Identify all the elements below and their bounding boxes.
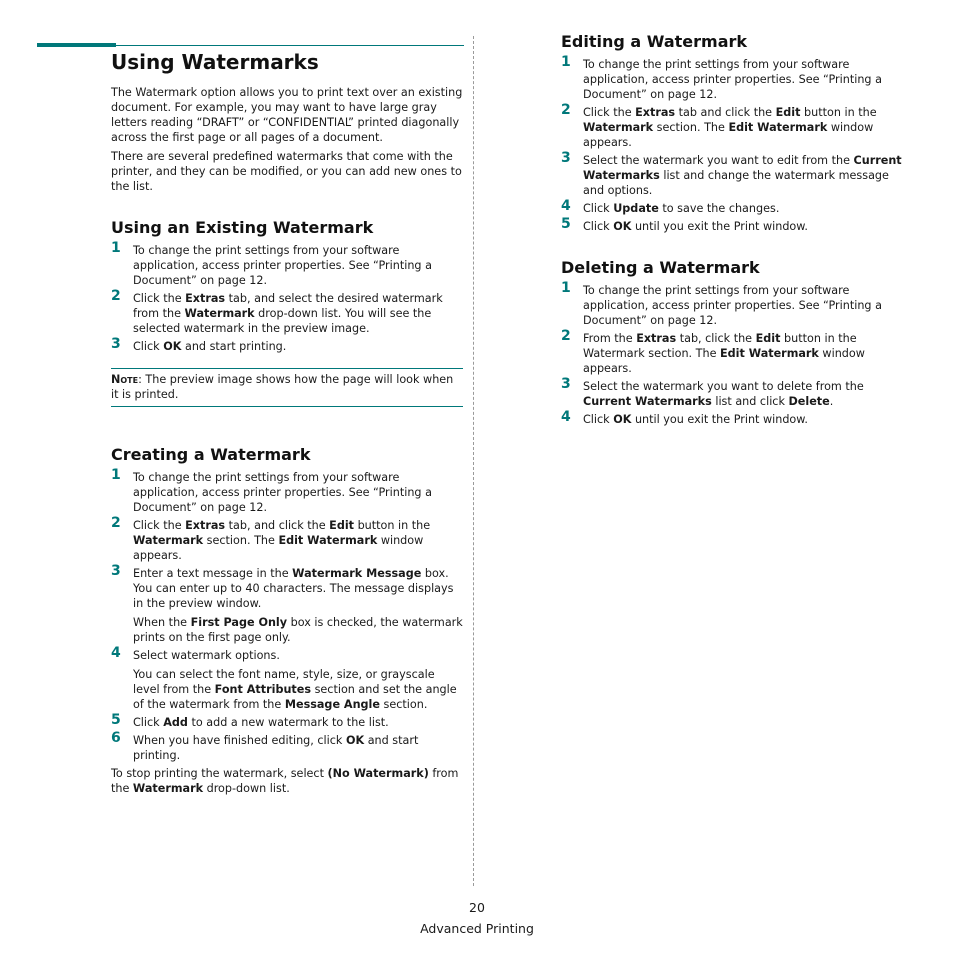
- note-box: [111, 368, 463, 407]
- editing-step-5: [561, 216, 913, 234]
- existing-step-3: [111, 336, 463, 354]
- editing-step-3: [561, 150, 913, 198]
- editing-step-1: [561, 54, 913, 102]
- step-subtext: When the First Page Only box is checked, the watermark prints on the first page only.: [133, 616, 463, 644]
- creating-step-1: [111, 467, 463, 515]
- page-number: 20: [469, 900, 485, 915]
- step-number: 2: [111, 515, 121, 531]
- creating-step-4: [111, 645, 463, 712]
- step-number: 3: [561, 150, 571, 166]
- left-column: [111, 50, 463, 800]
- section-heading-creating: Creating a Watermark: [111, 445, 311, 464]
- creating-step-3: [111, 563, 463, 645]
- step-number: 1: [111, 467, 121, 483]
- stop-watermark-paragraph: To stop printing the watermark, select (No Watermark) from the Watermark drop-down list.: [111, 767, 459, 795]
- step-text: From the Extras tab, click the Edit button in the Watermark section. The Edit Watermark window appears.: [583, 332, 865, 375]
- header-rule-thin: [116, 45, 464, 46]
- step-text: When you have finished editing, click OK and start printing.: [133, 734, 419, 762]
- editing-step-4: [561, 198, 913, 216]
- section-heading-deleting: Deleting a Watermark: [561, 258, 760, 277]
- step-text: Enter a text message in the Watermark Message box. You can enter up to 40 characters. The message displays in the preview window.: [133, 567, 454, 610]
- step-number: 4: [561, 198, 571, 214]
- intro-paragraph-2: There are several predefined watermarks that come with the printer, and they can be modified, or you can add new ones to the list.: [111, 150, 462, 193]
- existing-step-1: [111, 240, 463, 288]
- step-subtext: You can select the font name, style, size, or grayscale level from the Font Attributes section and set the angle of the watermark from the Message Angle section.: [133, 668, 457, 711]
- step-text: To change the print settings from your software application, access printer properties. See “Printing a Document” on page 12.: [133, 471, 432, 514]
- step-number: 1: [111, 240, 121, 256]
- step-text: Select the watermark you want to edit from the Current Watermarks list and change the watermark message and options.: [583, 154, 902, 197]
- step-text: Click the Extras tab and click the Edit button in the Watermark section. The Edit Watermark window appears.: [583, 106, 877, 149]
- section-heading-editing: Editing a Watermark: [561, 32, 748, 51]
- creating-step-6: [111, 730, 463, 763]
- step-text: To change the print settings from your software application, access printer properties. See “Printing a Document” on page 12.: [133, 244, 432, 287]
- section-heading-existing: Using an Existing Watermark: [111, 218, 374, 237]
- step-text: Click Update to save the changes.: [583, 202, 780, 215]
- deleting-step-3: [561, 376, 913, 409]
- deleting-step-2: [561, 328, 913, 376]
- step-number: 5: [561, 216, 571, 232]
- step-number: 5: [111, 712, 121, 728]
- page-title: Using Watermarks: [111, 50, 319, 74]
- step-number: 1: [561, 54, 571, 70]
- creating-step-2: [111, 515, 463, 563]
- intro-paragraph-1: The Watermark option allows you to print text over an existing document. For example, you may want to have large gray letters reading “DRAFT” or “CONFIDENTIAL” printed diagonally across the first page or all pages of a document.: [111, 86, 463, 144]
- step-text: Click the Extras tab, and select the desired watermark from the Watermark drop-down list. You will see the selected watermark in the preview image.: [133, 292, 443, 335]
- step-number: 2: [561, 328, 571, 344]
- step-text: To change the print settings from your software application, access printer properties. See “Printing a Document” on page 12.: [583, 58, 882, 101]
- deleting-step-4: [561, 409, 913, 427]
- step-number: 6: [111, 730, 121, 746]
- column-divider: [473, 36, 474, 886]
- step-text: To change the print settings from your software application, access printer properties. See “Printing a Document” on page 12.: [583, 284, 882, 327]
- step-number: 2: [111, 288, 121, 304]
- step-text: Click OK until you exit the Print window.: [583, 220, 808, 233]
- note-text: Note: The preview image shows how the page will look when it is printed.: [111, 373, 454, 401]
- step-text: Click the Extras tab, and click the Edit button in the Watermark section. The Edit Watermark window appears.: [133, 519, 431, 562]
- editing-step-2: [561, 102, 913, 150]
- step-text: Select the watermark you want to delete from the Current Watermarks list and click Delete.: [583, 380, 864, 408]
- step-number: 3: [561, 376, 571, 392]
- right-column: [561, 32, 913, 430]
- step-number: 1: [561, 280, 571, 296]
- step-text: Click OK until you exit the Print window.: [583, 413, 808, 426]
- step-text: Click OK and start printing.: [133, 340, 287, 353]
- step-number: 3: [111, 563, 121, 579]
- step-text: Click Add to add a new watermark to the list.: [133, 716, 389, 729]
- creating-step-5: [111, 712, 463, 730]
- step-number: 2: [561, 102, 571, 118]
- step-text: Select watermark options.: [133, 649, 280, 662]
- header-rule-thick: [37, 43, 116, 47]
- existing-step-2: [111, 288, 463, 336]
- note-label: Note: [111, 373, 139, 386]
- step-number: 4: [111, 645, 121, 661]
- chapter-title: Advanced Printing: [420, 921, 534, 936]
- step-number: 3: [111, 336, 121, 352]
- step-number: 4: [561, 409, 571, 425]
- deleting-step-1: [561, 280, 913, 328]
